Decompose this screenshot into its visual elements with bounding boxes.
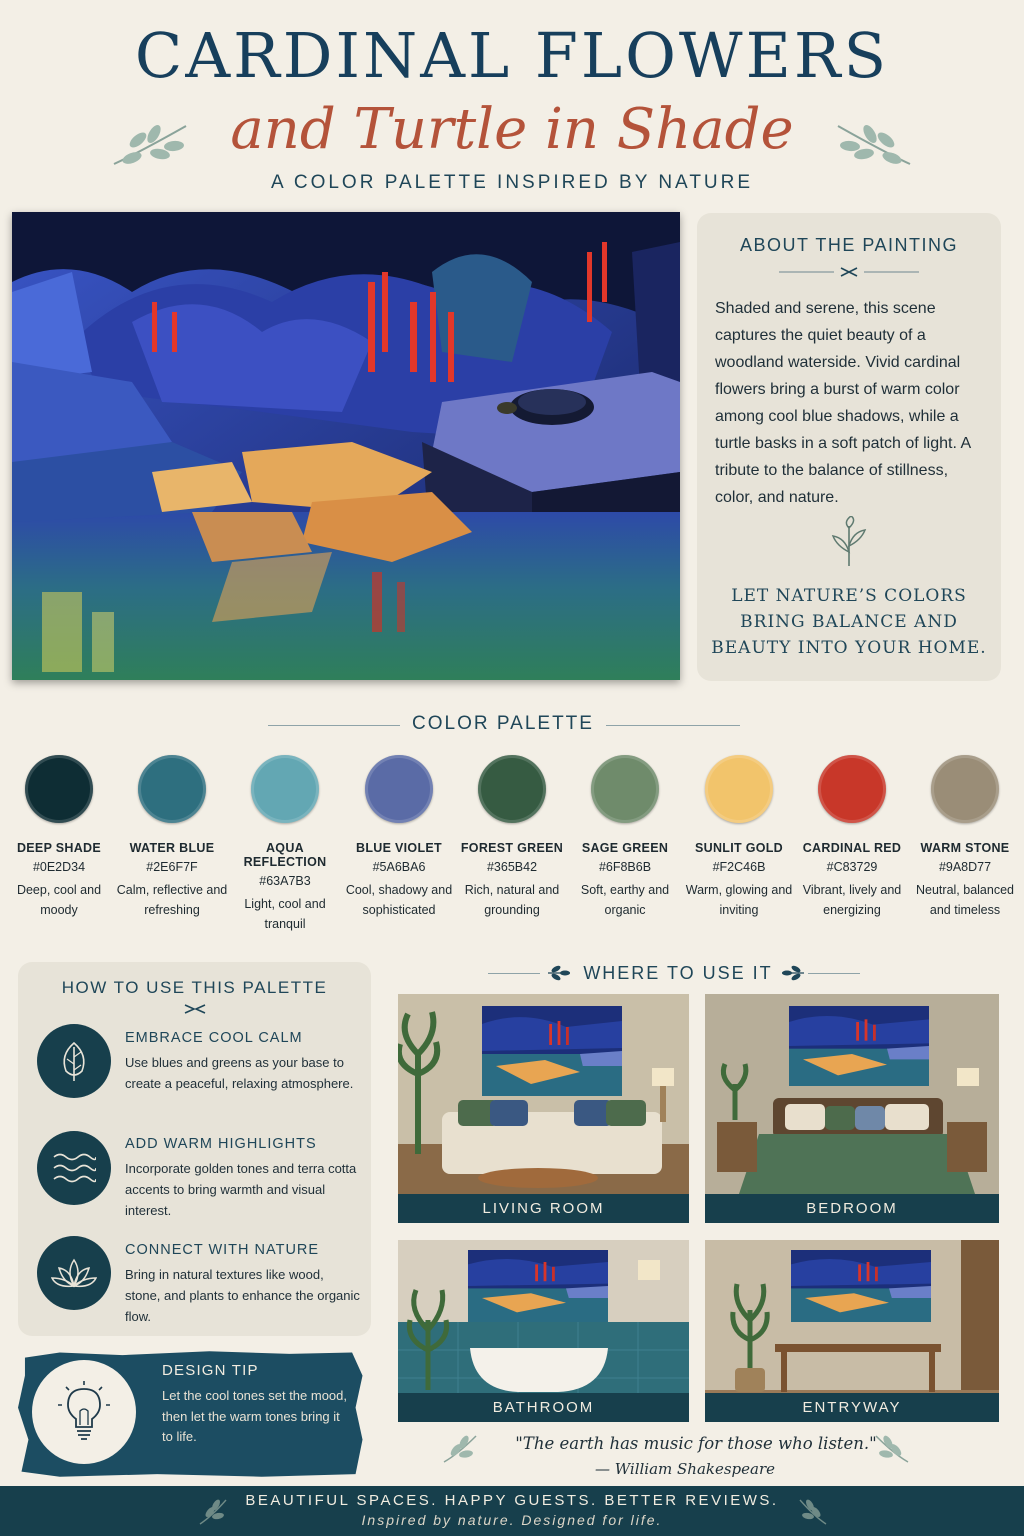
tip-title: EMBRACE COOL CALM bbox=[125, 1030, 303, 1046]
tip-title: ADD WARM HIGHLIGHTS bbox=[125, 1136, 317, 1152]
swatch-circle bbox=[478, 755, 546, 823]
tip-body: Incorporate golden tones and terra cotta accents to bring warmth and visual interest. bbox=[125, 1161, 357, 1218]
swatch-circle bbox=[138, 755, 206, 823]
swatch-circle bbox=[251, 755, 319, 823]
leaf-sprig-icon bbox=[546, 964, 572, 982]
about-cta: LET NATURE’S COLORS BRING BALANCE AND BEAUTY INTO YOUR HOME. bbox=[711, 586, 987, 658]
leaf-icon bbox=[37, 1024, 111, 1098]
leaf-sprig-icon bbox=[110, 112, 190, 172]
swatch-item bbox=[569, 755, 681, 920]
swatch-circle bbox=[931, 755, 999, 823]
swatch-description: Deep, cool and moody bbox=[16, 883, 102, 917]
leaf-sprig-icon bbox=[796, 1496, 830, 1528]
leaf-sprig-icon bbox=[780, 964, 806, 982]
room-card-bedroom bbox=[705, 994, 999, 1223]
design-tip-body: Let the cool tones set the mood, then let the warm tones bring it to life. bbox=[162, 1388, 348, 1444]
divider bbox=[268, 725, 400, 726]
palette-title: COLOR PALETTE bbox=[412, 713, 594, 734]
tip-item bbox=[125, 1242, 361, 1327]
swatch-row bbox=[2, 755, 1022, 931]
swatch-description: Soft, earthy and organic bbox=[580, 883, 670, 917]
swatch-description: Warm, glowing and inviting bbox=[685, 883, 793, 917]
where-title: WHERE TO USE IT bbox=[583, 963, 773, 983]
lotus-icon bbox=[37, 1236, 111, 1310]
swatch-item bbox=[3, 755, 115, 920]
tip-item bbox=[125, 1136, 361, 1221]
swatch-circle bbox=[25, 755, 93, 823]
swatch-circle bbox=[705, 755, 773, 823]
swatch-item bbox=[229, 755, 341, 934]
footer-subline: Inspired by nature. Designed for life. bbox=[361, 1512, 663, 1528]
divider bbox=[488, 973, 540, 974]
swatch-description: Neutral, balanced and timeless bbox=[916, 883, 1014, 917]
about-title: ABOUT THE PAINTING bbox=[739, 235, 959, 255]
swatch-name: BLUE VIOLET bbox=[356, 841, 442, 855]
swatch-name: SAGE GREEN bbox=[581, 841, 669, 855]
footer-tagline: BEAUTIFUL SPACES. HAPPY GUESTS. BETTER REVIEWS. bbox=[245, 1492, 779, 1509]
howto-title: HOW TO USE THIS PALETTE bbox=[61, 978, 328, 997]
swatch-name: CARDINAL RED bbox=[802, 841, 902, 855]
ornament-divider-icon bbox=[779, 265, 919, 279]
leaf-sprig-icon bbox=[872, 1432, 912, 1466]
howto-panel bbox=[18, 962, 371, 1336]
swatch-hex: #C83729 bbox=[826, 860, 878, 874]
swatch-description: Cool, shadowy and sophisticated bbox=[345, 883, 453, 917]
room-label: ENTRYWAY bbox=[705, 1393, 999, 1422]
quote-text: "The earth has music for those who listen." bbox=[515, 1434, 877, 1453]
swatch-description: Calm, reflective and refreshing bbox=[116, 883, 228, 917]
swatch-description: Rich, natural and grounding bbox=[464, 883, 560, 917]
design-tip-title: DESIGN TIP bbox=[162, 1362, 259, 1379]
painting-image bbox=[12, 212, 680, 680]
swatch-item bbox=[796, 755, 908, 920]
swatch-hex: #0E2D34 bbox=[32, 860, 86, 874]
swatch-hex: #5A6BA6 bbox=[372, 860, 426, 874]
quote-author: — William Shakespeare bbox=[594, 1460, 776, 1478]
swatch-item bbox=[116, 755, 228, 920]
swatch-circle bbox=[818, 755, 886, 823]
swatch-name: AQUA REFLECTION bbox=[243, 841, 327, 869]
tip-body: Use blues and greens as your base to create a peaceful, relaxing atmosphere. bbox=[125, 1055, 354, 1091]
room-label: BEDROOM bbox=[705, 1194, 999, 1223]
swatch-circle bbox=[365, 755, 433, 823]
swatch-hex: #63A7B3 bbox=[259, 874, 311, 888]
page-title-script: and Turtle in Shade bbox=[230, 97, 794, 162]
swatch-name: WATER BLUE bbox=[129, 841, 215, 855]
swatch-hex: #365B42 bbox=[486, 860, 538, 874]
tip-title: CONNECT WITH NATURE bbox=[125, 1242, 320, 1258]
swatch-item bbox=[909, 755, 1021, 920]
about-panel bbox=[697, 213, 1001, 681]
room-card-living-room bbox=[398, 994, 689, 1223]
swatch-circle bbox=[591, 755, 659, 823]
swatch-name: SUNLIT GOLD bbox=[694, 841, 784, 855]
swatch-hex: #9A8D77 bbox=[938, 860, 992, 874]
swatch-name: DEEP SHADE bbox=[16, 841, 102, 855]
swatch-hex: #F2C46B bbox=[712, 860, 766, 874]
page-title: CARDINAL FLOWERS bbox=[134, 19, 890, 92]
waves-icon bbox=[37, 1131, 111, 1205]
lightbulb-icon bbox=[32, 1360, 136, 1464]
divider bbox=[808, 973, 860, 974]
room-card-bathroom bbox=[398, 1240, 689, 1422]
swatch-description: Light, cool and tranquil bbox=[244, 897, 326, 931]
swatch-hex: #6F8B6B bbox=[598, 860, 652, 874]
swatch-description: Vibrant, lively and energizing bbox=[802, 883, 902, 917]
leaf-icon bbox=[827, 516, 871, 568]
page-subtitle: A COLOR PALETTE INSPIRED BY NATURE bbox=[270, 172, 754, 193]
bedroom-image bbox=[705, 994, 999, 1223]
swatch-hex: #2E6F7F bbox=[146, 860, 198, 874]
ornament-icon bbox=[181, 1003, 209, 1015]
leaf-sprig-icon bbox=[834, 112, 914, 172]
divider bbox=[606, 725, 740, 726]
room-label: LIVING ROOM bbox=[398, 1194, 689, 1223]
swatch-item bbox=[456, 755, 568, 920]
swatch-name: WARM STONE bbox=[920, 841, 1010, 855]
living-room-image bbox=[398, 994, 689, 1223]
swatch-name: FOREST GREEN bbox=[460, 841, 564, 855]
tip-body: Bring in natural textures like wood, stone, and plants to enhance the organic flow. bbox=[125, 1267, 360, 1324]
swatch-item bbox=[343, 755, 455, 920]
tip-item bbox=[125, 1030, 361, 1094]
about-body: Shaded and serene, this scene captures the quiet beauty of a woodland waterside. Vivid cardinal flowers bring a burst of warm color among cool blue shadows, while a turtle basks in a soft patch of light. A tribute to the balance of stillness, color, and nature. bbox=[715, 300, 971, 506]
swatch-item bbox=[683, 755, 795, 920]
room-card-entryway bbox=[705, 1240, 999, 1422]
room-label: BATHROOM bbox=[398, 1393, 689, 1422]
